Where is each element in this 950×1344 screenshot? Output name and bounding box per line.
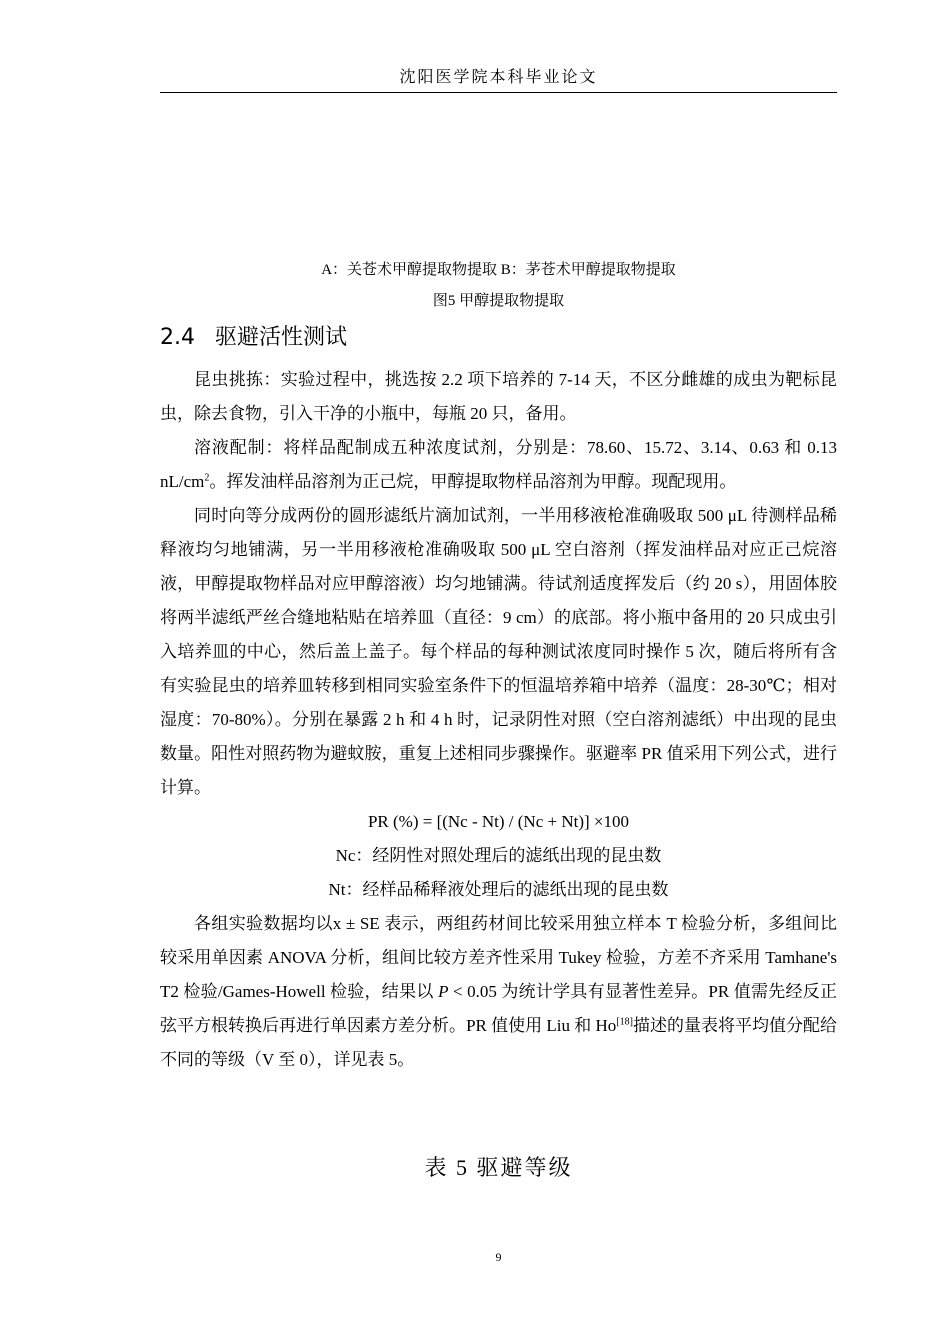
table-title: 表 5 驱避等级 — [424, 1155, 573, 1180]
page-number: 9 — [495, 1250, 502, 1264]
superscript: 2 — [204, 472, 210, 484]
section-title: 驱避活性测试 — [215, 325, 348, 350]
paragraph-text: < 0.05 为统计学具有显著性差异。PR 值需先经反正弦平方根转换后再进行单因素方差分析。PR 值使用 Liu 和 Ho — [160, 982, 837, 1035]
header-rule — [160, 92, 837, 93]
paragraph-text: 各组实验数据均以x ± SE 表示，两组药材间比较采用独立样本 T 检验分析，多组间比较采用单因素 ANOVA 分析，组间比较方差齐性采用 Tukey 检验，方差不齐采用 Tamhane's T2 检验/Games-Howell 检验，结果以 — [160, 914, 837, 1001]
paragraph-solution-prep — [160, 431, 837, 499]
section-heading — [160, 320, 347, 351]
figure-subcaption: A：关苍术甲醇提取物提取 B：茅苍术甲醇提取物提取 — [321, 262, 676, 278]
nc-definition: Nc：经阴性对照处理后的滤纸出现的昆虫数 — [335, 846, 662, 865]
paragraph-text: 。挥发油样品溶剂为正己烷，甲醇提取物样品溶剂为甲醇。现配现用。 — [209, 472, 737, 491]
page-header: 沈阳医学院本科毕业论文 — [399, 69, 598, 86]
paragraph-method: 同时向等分成两份的圆形滤纸片滴加试剂，一半用移液枪准确吸取 500 μL 待测样品稀释液均匀地铺满，另一半用移液枪准确吸取 500 μL 空白溶剂（挥发油样品对应正己烷溶液，甲醇提取物样品对应甲醇溶液）均匀地铺满。待试剂适度挥发后（约 20 s），用固体胶将两半滤纸严丝合缝地粘贴在培养皿（直径：9 cm）的底部。将小瓶中备用的 20 只成虫引入培养皿的中心，然后盖上盖子。每个样品的每种测试浓度同时操作 5 次，随后将所有含有实验昆虫的培养皿转移到相同实验室条件下的恒温培养箱中培养（温度：28-30℃；相对湿度：70-80%）。分别在暴露 2 h 和 4 h 时，记录阴性对照（空白溶剂滤纸）中出现的昆虫数量。阳性对照药物为避蚊胺，重复上述相同步骤操作。驱避率 PR 值采用下列公式，进行计算。 — [160, 506, 837, 797]
paragraph-statistics — [160, 907, 837, 1077]
paragraph-text: 描述的量表将平均值分配给不同的等级（V 至 0），详见表 5。 — [160, 1016, 837, 1069]
nt-definition: Nt：经样品稀释液处理后的滤纸出现的昆虫数 — [328, 880, 669, 899]
paragraph-insect-selection: 昆虫挑拣：实验过程中，挑选按 2.2 项下培养的 7-14 天，不区分雌雄的成虫为靶标昆虫，除去食物，引入干净的小瓶中，每瓶 20 只，备用。 — [160, 370, 837, 423]
paragraph-text: 溶液配制：将样品配制成五种浓度试剂，分别是：78.60、15.72、3.14、0.63 和 0.13 nL/cm — [160, 438, 837, 491]
citation-ref: [18] — [616, 1016, 633, 1028]
body-text — [160, 363, 837, 1077]
formula: PR (%) = [(Nc - Nt) / (Nc + Nt)] ×100 — [367, 812, 630, 831]
figure-caption: 图5 甲醇提取物提取 — [432, 293, 565, 309]
p-value-symbol: P — [438, 982, 449, 1001]
section-number: 2.4 — [160, 325, 195, 350]
